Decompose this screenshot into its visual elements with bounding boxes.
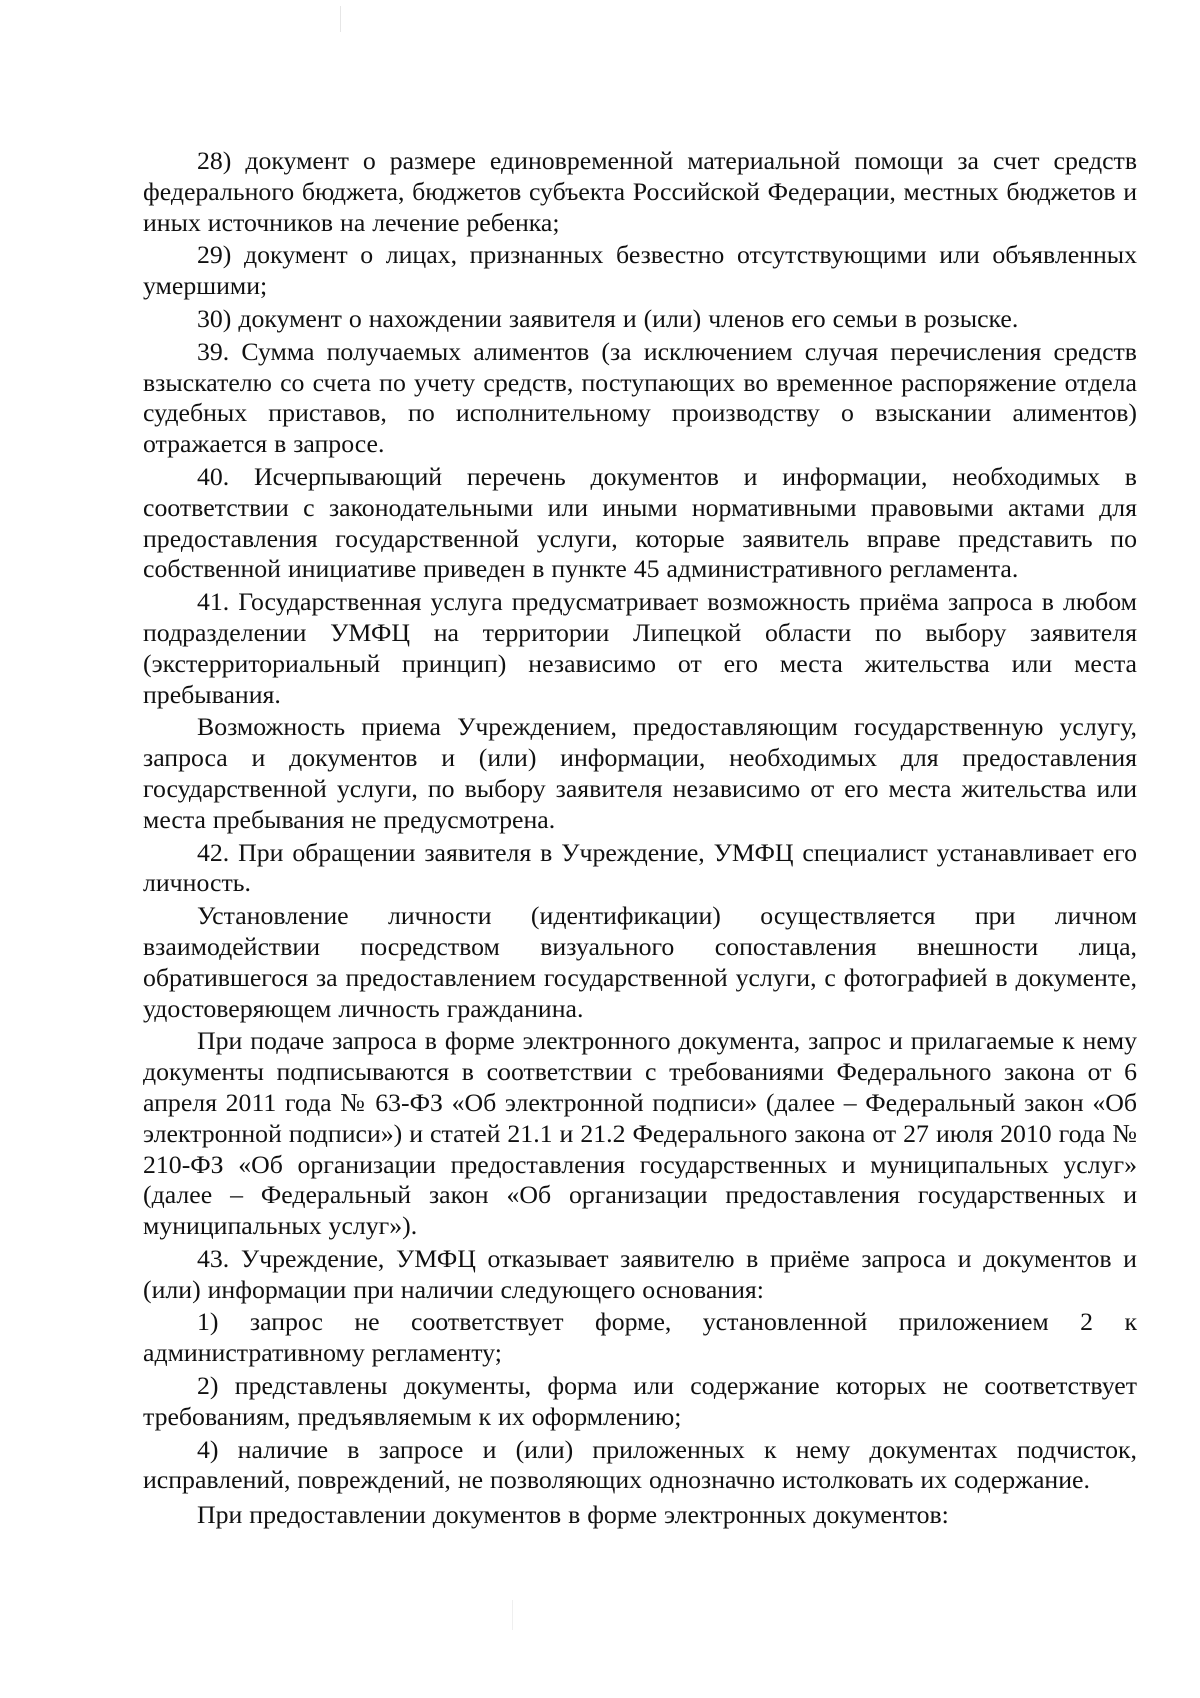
paragraph-item-28: 28) документ о размере единовременной материальной помощи за счет средств федерального бюджета, бюджетов субъекта Российской Федерации, местных бюджетов и иных источников на лечение ребенка; <box>143 146 1137 237</box>
paragraph-clause-39: 39. Сумма получаемых алиментов (за исключением случая перечисления средств взыскателю со счета по учету средств, поступающих во временное распоряжение отдела судебных приставов, по исполнительному производству о взыскании алиментов) отражается в запросе. <box>143 336 1137 459</box>
scan-artifact-top <box>340 6 341 32</box>
document-body <box>143 146 1137 1531</box>
paragraph-item-29: 29) документ о лицах, признанных безвестно отсутствующими или объявленных умершими; <box>143 240 1137 301</box>
paragraph-electronic-signature: При подаче запроса в форме электронного документа, запрос и прилагаемые к нему документы подписываются в соответствии с требованиями Федерального закона от 6 апреля 2011 года № 63-ФЗ «Об электронной подписи» (далее – Федеральный закон «Об электронной подписи») и статей 21.1 и 21.2 Федерального закона от 27 июля 2010 года № 210-ФЗ «Об организации предоставления государственных и муниципальных услуг» (далее – Федеральный закон «Об организации предоставления государственных и муниципальных услуг»). <box>143 1026 1137 1241</box>
paragraph-refusal-reason-1: 1) запрос не соответствует форме, установленной приложением 2 к административному регламенту; <box>143 1307 1137 1368</box>
paragraph-refusal-reason-4: 4) наличие в запросе и (или) приложенных к нему документах подчисток, исправлений, повреждений, не позволяющих однозначно истолковать их содержание. <box>143 1434 1137 1495</box>
paragraph-item-30: 30) документ о нахождении заявителя и (или) членов его семьи в розыске. <box>197 303 1019 333</box>
paragraph-identification: Установление личности (идентификации) осуществляется при личном взаимодействии посредством визуального сопоставления внешности лица, обратившегося за предоставлением государственной услуги, с фотографией в документе, удостоверяющем личность гражданина. <box>143 901 1137 1023</box>
scan-artifact-bottom <box>512 1600 513 1630</box>
paragraph-electronic-documents: При предоставлении документов в форме электронных документов: <box>197 1500 949 1530</box>
paragraph-refusal-reason-2: 2) представлены документы, форма или содержание которых не соответствует требованиям, предъявляемым к их оформлению; <box>143 1371 1137 1431</box>
paragraph-clause-42: 42. При обращении заявителя в Учреждение, УМФЦ специалист устанавливает его личность. <box>143 837 1137 898</box>
paragraph-clause-43: 43. Учреждение, УМФЦ отказывает заявителю в приёме запроса и документов и (или) информации при наличии следующего основания: <box>143 1243 1137 1304</box>
paragraph-clause-41-continued: Возможность приема Учреждением, предоставляющим государственную услугу, запроса и документов и (или) информации, необходимых для предоставления государственной услуги, по выбору заявителя независимо от его места жительства или места пребывания не предусмотрена. <box>143 712 1137 834</box>
paragraph-clause-41: 41. Государственная услуга предусматривает возможность приёма запроса в любом подразделении УМФЦ на территории Липецкой области по выбору заявителя (экстерриториальный принцип) независимо от его места жительства или места пребывания. <box>143 587 1137 709</box>
paragraph-clause-40: 40. Исчерпывающий перечень документов и информации, необходимых в соответствии с законодательными или иными нормативными правовыми актами для предоставления государственной услуги, которые заявитель вправе представить по собственной инициативе приведен в пункте 45 административного регламента. <box>143 461 1137 584</box>
